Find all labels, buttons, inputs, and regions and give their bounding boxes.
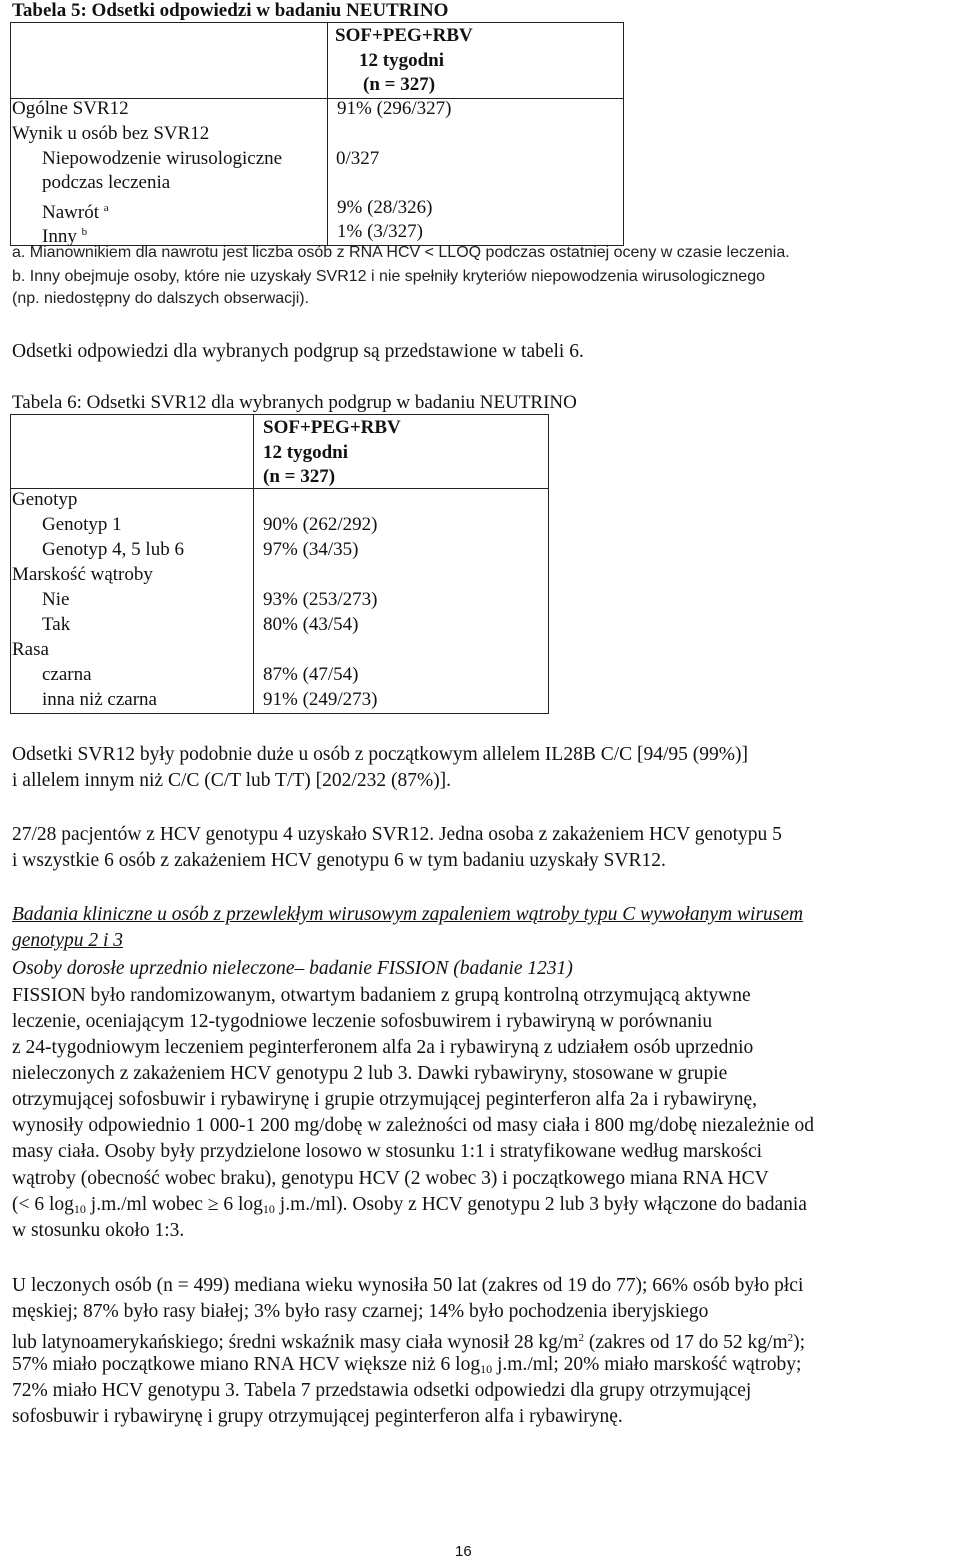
- demo-line-2: męskiej; 87% było rasy białej; 3% było rasy czarnej; 14% było pochodzenia iberyjskiego: [12, 1301, 709, 1322]
- table6-row-value: 80% (43/54): [263, 614, 359, 635]
- table6-header-line2: 12 tygodni: [263, 442, 348, 463]
- fission-line: nieleczonych z zakażeniem HCV genotypu 2 lub 3. Dawki rybawiryny, stosowane w grupie: [12, 1063, 728, 1084]
- table6-caption: Tabela 6: Odsetki SVR12 dla wybranych podgrup w badaniu NEUTRINO: [12, 392, 577, 413]
- table5-row-other-label: Inny $^b$: [42, 226, 88, 247]
- fission-line: z 24-tygodniowym leczeniem peginterferonem alfa 2a i rybawiryną z udziałem osób uprzednio: [12, 1037, 754, 1058]
- para-il28b-line1: Odsetki SVR12 były podobnie duże u osób z początkowym allelem IL28B C/C [94/95 (99%)]: [12, 744, 749, 765]
- demo-line-6: sofosbuwir i rybawirynę i grupy otrzymującej peginterferon alfa i rybawirynę.: [12, 1406, 623, 1427]
- table5-row-virologic-value: 0/327: [336, 148, 380, 169]
- fission-line: wątroby (obecność wobec braku), genotypu HCV (2 wobec 3) i początkowego miana RNA HCV: [12, 1168, 769, 1189]
- table6-header-line1: SOF+PEG+RBV: [263, 417, 401, 438]
- table5-row-relapse-label: Nawrót $^a$: [42, 202, 109, 223]
- table6-row-label: Genotyp 1: [42, 514, 122, 535]
- table6-row-value: 97% (34/35): [263, 539, 359, 560]
- fission-line-10: w stosunku około 1:3.: [12, 1220, 185, 1241]
- table5-row-overall-label: Ogólne SVR12: [12, 98, 129, 119]
- fission-line: FISSION było randomizowanym, otwartym badaniem z grupą kontrolną otrzymującą aktywne: [12, 985, 751, 1006]
- table6-row-label: Genotyp 4, 5 lub 6: [42, 539, 184, 560]
- table5-footnote-b-cont: (np. niedostępny do dalszych obserwacji).: [12, 290, 310, 307]
- table6-col-divider: [253, 414, 254, 714]
- fission-line: masy ciała. Osoby były przydzielone losowo w stosunku 1:1 i stratyfikowane według marskości: [12, 1141, 763, 1162]
- page-number: 16: [455, 1543, 472, 1560]
- table6-header-line3: (n = 327): [263, 466, 336, 487]
- section-heading-line2: genotypu 2 i 3: [12, 930, 124, 951]
- table6-row-label: Genotyp: [12, 489, 78, 510]
- table5-row-other-value: 1% (3/327): [337, 221, 424, 242]
- table5-row-virologic-label-2: podczas leczenia: [42, 172, 171, 193]
- table5-footnote-b: b. Inny obejmuje osoby, które nie uzyskały SVR12 i nie spełniły kryteriów niepowodzenia wirusologicznego: [12, 268, 765, 285]
- demo-line-3: lub latynoamerykańskiego; średni wskaźnik masy ciała wynosił 28 $kg/m^2$ (zakres od 17 do 52 $kg/m^2$);: [12, 1332, 806, 1353]
- table6-row-label: Tak: [42, 614, 71, 635]
- table6-row-label: Nie: [42, 589, 70, 610]
- table5-footnote-a: a. Mianownikiem dla nawrotu jest liczba osób z RNA HCV < LLOQ podczas ostatniej oceny w czasie leczenia.: [12, 244, 790, 261]
- table5-caption: Tabela 5: Odsetki odpowiedzi w badaniu NEUTRINO: [12, 0, 449, 21]
- section-heading-line1: Badania kliniczne u osób z przewlekłym wirusowym zapaleniem wątroby typu C wywołanym wirusem: [12, 904, 804, 925]
- fission-line: leczenie, oceniającym 12-tygodniowe leczenie sofosbuwirem i rybawiryną w porównaniu: [12, 1011, 713, 1032]
- para-genotype-line2: i wszystkie 6 osób z zakażeniem HCV genotypu 6 w tym badaniu uzyskały SVR12.: [12, 850, 666, 871]
- fission-line-9: (< 6 $\log_{10} j.m./ml$ wobec ≥ 6 $\log_{10} j.m./ml$). Osoby z HCV genotypu 2 lub 3 były włączone do badania: [12, 1194, 807, 1216]
- para-il28b-line2: i allelem innym niż C/C (C/T lub T/T) [202/232 (87%)].: [12, 770, 452, 791]
- table5-header-line1: SOF+PEG+RBV: [335, 25, 473, 46]
- table5-col-divider: [327, 22, 328, 246]
- table6-row-label: Rasa: [12, 639, 49, 660]
- table5-header-line2: 12 tygodni: [359, 50, 444, 71]
- fission-line: otrzymującej sofosbuwir i rybawirynę i grupie otrzymującej peginterferon alfa 2a i rybawirynę,: [12, 1089, 758, 1110]
- table6-row-value: 90% (262/292): [263, 514, 378, 535]
- table5-row-relapse-value: 9% (28/326): [337, 197, 433, 218]
- demo-line-1: U leczonych osób (n = 499) mediana wieku wynosiła 50 lat (zakres od 19 do 77); 66% osób było płci: [12, 1275, 804, 1296]
- table5-row-overall-value: 91% (296/327): [337, 98, 452, 119]
- table6-row-label: inna niż czarna: [42, 689, 157, 710]
- fission-line: wynosiły odpowiednio 1 000-1 200 mg/dobę w zależności od masy ciała i 800 mg/dobę niezależnie od: [12, 1115, 815, 1136]
- table5-row-outcome-label: Wynik u osób bez SVR12: [12, 123, 210, 144]
- table6-row-value: 87% (47/54): [263, 664, 359, 685]
- table6-row-label: Marskość wątroby: [12, 564, 153, 585]
- table6-row-value: 91% (249/273): [263, 689, 378, 710]
- para-subgroups: Odsetki odpowiedzi dla wybranych podgrup są przedstawione w tabeli 6.: [12, 341, 584, 362]
- demo-line-5: 72% miało HCV genotypu 3. Tabela 7 przedstawia odsetki odpowiedzi dla grupy otrzymującej: [12, 1380, 752, 1401]
- table5-header-line3: (n = 327): [363, 74, 436, 95]
- table6-row-value: 93% (253/273): [263, 589, 378, 610]
- para-genotype-line1: 27/28 pacjentów z HCV genotypu 4 uzyskało SVR12. Jedna osoba z zakażeniem HCV genotypu 5: [12, 824, 782, 845]
- demo-line-4: 57% miało początkowe miano RNA HCV większe niż 6 $\log_{10} j.m./ml$; 20% miało marskość wątroby;: [12, 1354, 802, 1376]
- table5-row-virologic-label: Niepowodzenie wirusologiczne: [42, 148, 283, 169]
- subheading: Osoby dorosłe uprzednio nieleczone– badanie FISSION (badanie 1231): [12, 958, 573, 979]
- table6-row-label: czarna: [42, 664, 92, 685]
